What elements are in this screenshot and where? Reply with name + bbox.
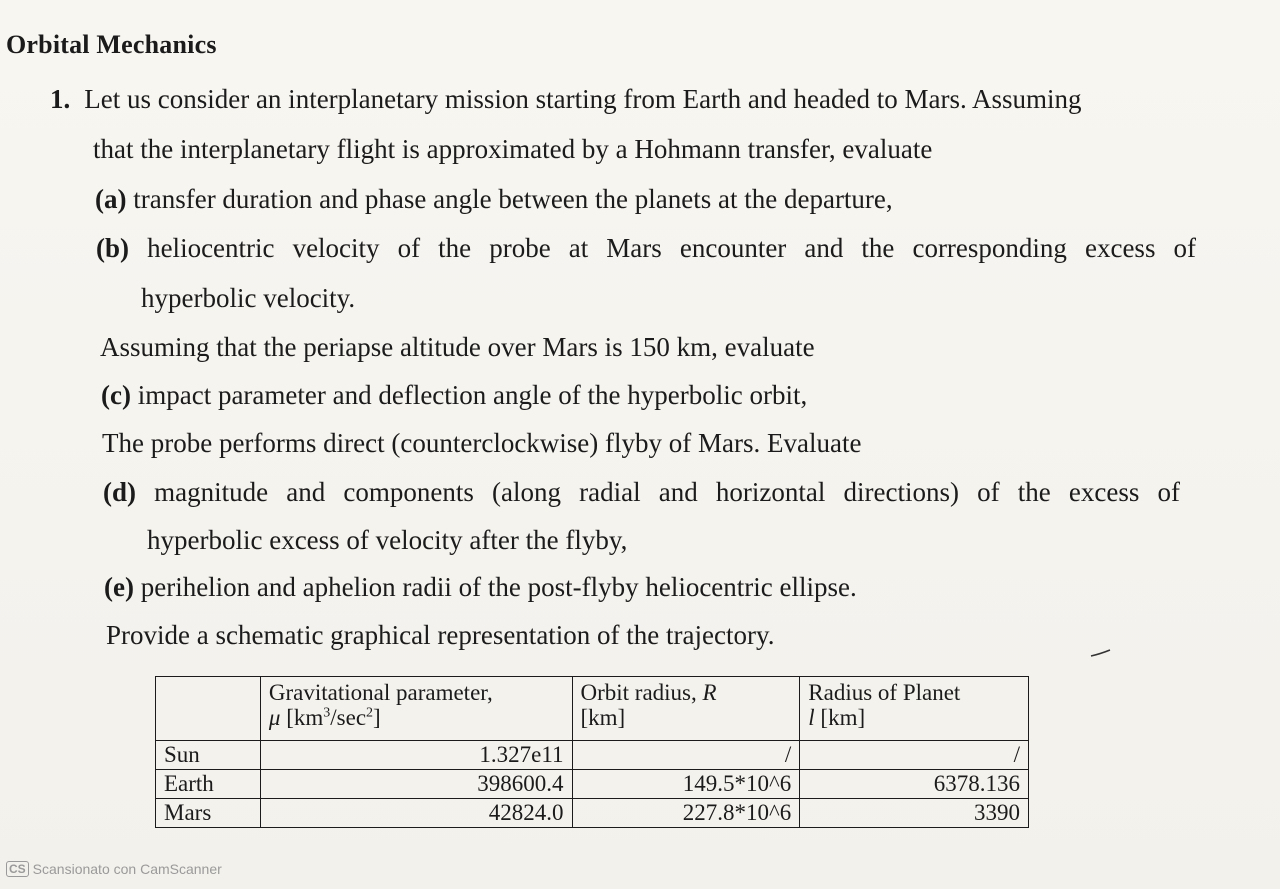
periapse-text: Assuming that the periapse altitude over Mars is 150 km, evaluate bbox=[100, 332, 815, 362]
header-orbit-unit: [km] bbox=[580, 705, 626, 731]
part-e bbox=[104, 574, 857, 601]
mu-unit-post: ] bbox=[373, 705, 381, 731]
part-d-label: (d) bbox=[103, 477, 136, 507]
mu-symbol: μ bbox=[268, 705, 281, 731]
closing-text: Provide a schematic graphical representation of the trajectory. bbox=[106, 620, 775, 650]
header-gravitational-parameter bbox=[260, 677, 572, 741]
orbit-label: Orbit radius, bbox=[580, 680, 703, 705]
part-e-label: (e) bbox=[104, 572, 134, 602]
part-b-continuation: hyperbolic velocity. bbox=[141, 283, 356, 313]
table-header-row bbox=[156, 677, 1029, 741]
part-e-text: perihelion and aphelion radii of the post-flyby heliocentric ellipse. bbox=[140, 572, 857, 602]
cell-mu: 398600.4 bbox=[260, 770, 572, 799]
cell-mu: 1.327e11 bbox=[260, 741, 572, 770]
header-mu-line1: Gravitational parameter, bbox=[268, 680, 493, 705]
part-c bbox=[101, 382, 807, 409]
table-row bbox=[156, 741, 1029, 770]
table-row bbox=[156, 770, 1029, 799]
part-c-text: impact parameter and deflection angle of the hyperbolic orbit, bbox=[137, 380, 808, 410]
header-radius-unit bbox=[808, 705, 1020, 730]
cell-radius: / bbox=[800, 741, 1029, 770]
part-b-label: (b) bbox=[96, 233, 129, 263]
cell-orbit: 227.8*10^6 bbox=[572, 799, 800, 828]
orbit-symbol: R bbox=[702, 680, 717, 705]
header-orbit-line1 bbox=[581, 680, 792, 705]
cell-radius: 6378.136 bbox=[800, 770, 1029, 799]
part-d-text: magnitude and components (along radial and horizontal directions) of the excess of bbox=[154, 477, 1181, 507]
mu-unit-pre: [km bbox=[280, 705, 324, 731]
part-c-label: (c) bbox=[101, 380, 131, 410]
header-radius-line1: Radius of Planet bbox=[808, 680, 961, 705]
header-empty-cell bbox=[156, 677, 261, 741]
mu-unit-exp2: 2 bbox=[366, 705, 374, 721]
intro-text-1: Let us consider an interplanetary mission starting from Earth and headed to Mars. Assuming bbox=[84, 84, 1082, 114]
problem-intro-line-2: that the interplanetary flight is approximated by a Hohmann transfer, evaluate bbox=[93, 134, 933, 164]
cell-body: Sun bbox=[156, 741, 261, 770]
planet-data-table bbox=[155, 676, 1029, 828]
radius-unit: [km] bbox=[814, 705, 866, 731]
radius-symbol: l bbox=[808, 705, 815, 731]
header-planet-radius bbox=[800, 677, 1029, 741]
problem-number: 1. bbox=[50, 84, 71, 114]
part-b-text: heliocentric velocity of the probe at Mars encounter and the corresponding excess of bbox=[147, 233, 1197, 263]
part-b bbox=[96, 235, 1196, 262]
header-mu-unit bbox=[269, 705, 564, 730]
watermark-text: Scansionato con CamScanner bbox=[32, 861, 222, 877]
cell-body: Mars bbox=[156, 799, 261, 828]
cell-radius: 3390 bbox=[800, 799, 1029, 828]
part-a-label: (a) bbox=[95, 184, 127, 214]
part-a bbox=[95, 186, 893, 213]
table-row bbox=[156, 799, 1029, 828]
scanner-watermark bbox=[6, 861, 222, 877]
cell-orbit: 149.5*10^6 bbox=[572, 770, 800, 799]
cell-mu: 42824.0 bbox=[260, 799, 572, 828]
camscanner-logo: CS bbox=[6, 861, 29, 877]
header-orbit-radius bbox=[572, 677, 800, 741]
cell-body: Earth bbox=[156, 770, 261, 799]
part-a-text: transfer duration and phase angle between the planets at the departure, bbox=[133, 184, 893, 214]
cell-orbit: / bbox=[572, 741, 800, 770]
part-d-continuation: hyperbolic excess of velocity after the flyby, bbox=[147, 525, 628, 555]
flyby-text: The probe performs direct (counterclockwise) flyby of Mars. Evaluate bbox=[102, 428, 862, 458]
part-d bbox=[103, 479, 1180, 506]
mu-unit-exp1: 3 bbox=[323, 705, 331, 721]
pen-mark bbox=[1090, 648, 1112, 658]
mu-unit-mid: /sec bbox=[330, 705, 367, 731]
section-title: Orbital Mechanics bbox=[6, 30, 217, 59]
problem-intro-line-1 bbox=[50, 86, 1082, 113]
